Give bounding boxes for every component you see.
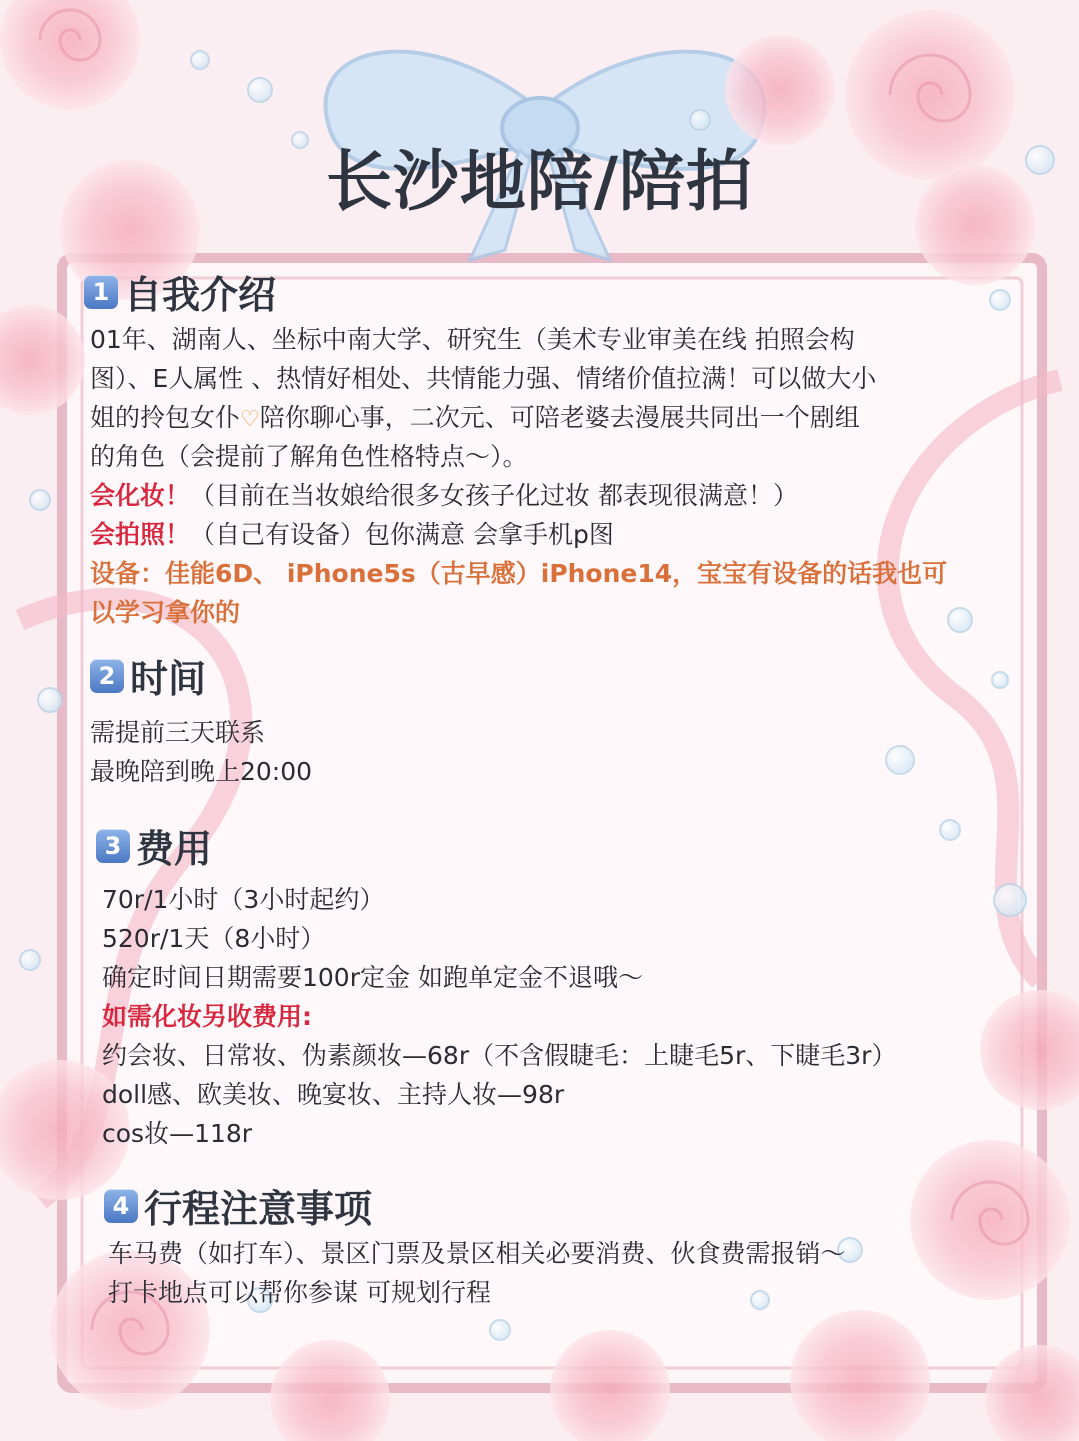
section-3-lines bbox=[102, 880, 896, 1153]
line-text: （自己有设备）包你满意 会拿手机p图 bbox=[190, 520, 614, 549]
section-heading-1 bbox=[84, 264, 276, 319]
list-item bbox=[90, 515, 947, 554]
heart-hands-icon: ♡ bbox=[240, 406, 260, 432]
line-text: （目前在当妆娘给很多女孩子化过妆 都表现很满意！） bbox=[190, 481, 798, 510]
section-4-lines bbox=[108, 1234, 846, 1312]
list-item: 图）、E人属性 、热情好相处、共情能力强、情绪价值拉满！可以做大小 bbox=[90, 364, 877, 393]
list-item: 约会妆、日常妆、伪素颜妆—68r（不含假睫毛：上睫毛5r、下睫毛3r） bbox=[102, 1041, 897, 1070]
list-item: 的角色（会提前了解角色性格特点～）。 bbox=[90, 442, 528, 471]
list-item: 车马费（如打车）、景区门票及景区相关必要消费、伙食费需报销～ bbox=[108, 1239, 846, 1268]
list-item: 01年、湖南人、坐标中南大学、研究生（美术专业审美在线 拍照会构 bbox=[90, 325, 855, 354]
list-item: 确定时间日期需要100r定金 如跑单定金不退哦～ bbox=[102, 963, 643, 992]
number-3-icon: 3 bbox=[96, 829, 130, 863]
section-heading-text: 时间 bbox=[130, 657, 207, 701]
section-heading-3 bbox=[96, 818, 212, 873]
list-item: 最晚陪到晚上20:00 bbox=[90, 757, 313, 786]
section-2-lines bbox=[90, 713, 312, 791]
list-item: 以学习拿你的 bbox=[90, 598, 241, 627]
list-item: 设备：佳能6D、 iPhone5s（古早感）iPhone14，宝宝有设备的话我也可 bbox=[90, 559, 948, 588]
line-text: 陪你聊心事，二次元、可陪老婆去漫展共同出一个剧组 bbox=[259, 403, 860, 432]
line-text: 姐的拎包女仆 bbox=[90, 403, 241, 432]
section-1-lines bbox=[90, 320, 947, 632]
page-title: 长沙地陪/陪拍 bbox=[325, 143, 754, 220]
list-item: 520r/1天（8小时） bbox=[102, 924, 326, 953]
section-heading-text: 自我介绍 bbox=[124, 273, 277, 317]
highlight-text: 会化妆！ bbox=[90, 481, 191, 510]
list-item bbox=[90, 476, 947, 515]
number-2-icon: 2 bbox=[90, 659, 124, 693]
list-item: 需提前三天联系 bbox=[90, 718, 266, 747]
list-item: 打卡地点可以帮你参谋 可规划行程 bbox=[108, 1278, 491, 1307]
section-heading-4 bbox=[104, 1178, 372, 1233]
section-heading-text: 行程注意事项 bbox=[144, 1187, 373, 1231]
list-item: doll感、欧美妆、晚宴妆、主持人妆—98r bbox=[102, 1080, 565, 1109]
list-item bbox=[90, 398, 947, 437]
section-heading-text: 费用 bbox=[136, 827, 213, 871]
number-4-icon: 4 bbox=[104, 1189, 138, 1223]
list-item: 如需化妆另收费用: bbox=[102, 1002, 312, 1031]
number-1-icon: 1 bbox=[84, 275, 118, 309]
highlight-text: 会拍照！ bbox=[90, 520, 191, 549]
list-item: cos妆—118r bbox=[102, 1119, 253, 1148]
section-heading-2 bbox=[90, 648, 206, 703]
list-item: 70r/1小时（3小时起约） bbox=[102, 885, 385, 914]
